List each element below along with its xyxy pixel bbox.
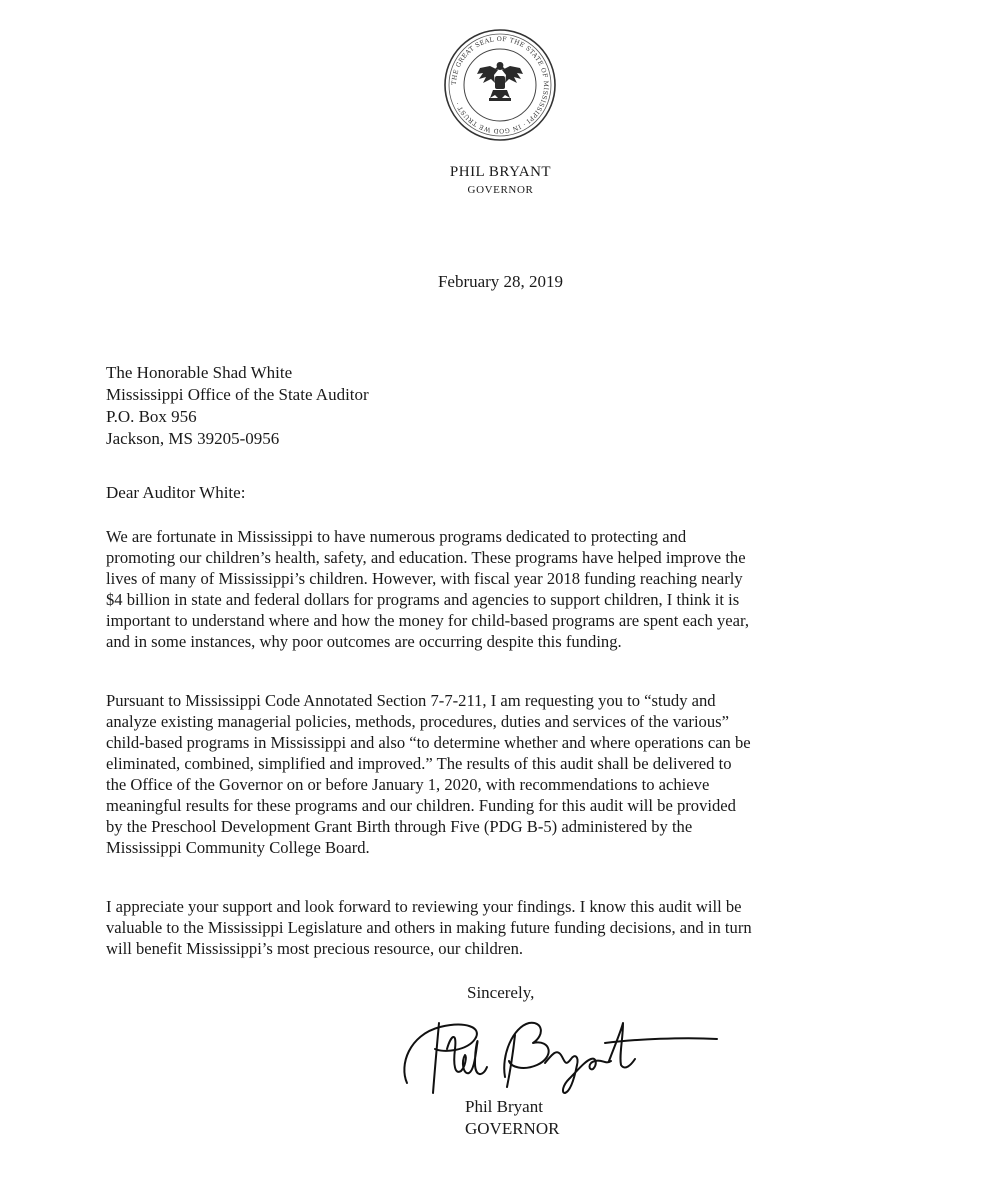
body-paragraph-1	[106, 526, 906, 652]
signature-block	[465, 1096, 559, 1140]
paragraph-line: I appreciate your support and look forward to reviewing your findings. I know this audit will be	[106, 897, 742, 916]
signer-name: Phil Bryant	[465, 1097, 543, 1116]
signature-text: Phil Bryant	[395, 1005, 400, 1006]
paragraph-line: valuable to the Mississippi Legislature and others in making future funding decisions, and in turn	[106, 918, 752, 937]
address-line: Jackson, MS 39205-0956	[106, 429, 280, 448]
paragraph-line: Pursuant to Mississippi Code Annotated Section 7-7-211, I am requesting you to “study and	[106, 691, 716, 710]
paragraph-line: lives of many of Mississippi’s children. However, with fiscal year 2018 funding reaching nearly	[106, 569, 743, 588]
paragraph-line: Mississippi Community College Board.	[106, 838, 370, 857]
paragraph-line: the Office of the Governor on or before January 1, 2020, with recommendations to achieve	[106, 775, 710, 794]
paragraph-line: meaningful results for these programs and our children. Funding for this audit will be provided	[106, 796, 736, 815]
paragraph-line: $4 billion in state and federal dollars for programs and agencies to support children, I think it is	[106, 590, 740, 609]
paragraph-line: will benefit Mississippi’s most precious resource, our children.	[106, 939, 524, 958]
paragraph-line: important to understand where and how the money for child-based programs are spent each year,	[106, 611, 750, 630]
eagle-icon	[477, 62, 523, 101]
paragraph-line: eliminated, combined, simplified and improved.” The results of this audit shall be delivered to	[106, 754, 732, 773]
seal-text: THE GREAT SEAL OF THE STATE OF MISSISSIPPI · IN GOD WE TRUST ·	[450, 35, 550, 135]
address-line: The Honorable Shad White	[106, 363, 293, 382]
address-line: Mississippi Office of the State Auditor	[106, 385, 369, 404]
body-paragraph-2	[106, 690, 906, 858]
paragraph-line: promoting our children’s health, safety, and education. These programs have helped improve the	[106, 548, 746, 567]
salutation: Dear Auditor White:	[106, 483, 246, 502]
closing: Sincerely,	[467, 983, 535, 1002]
letterhead-title: GOVERNOR	[467, 184, 534, 196]
letter-date: February 28, 2019	[437, 272, 564, 291]
signer-title: GOVERNOR	[465, 1119, 560, 1138]
paragraph-line: child-based programs in Mississippi and also “to determine whether and where operations can be	[106, 733, 751, 752]
letterhead-name: PHIL BRYANT	[449, 164, 552, 180]
paragraph-line: analyze existing managerial policies, methods, procedures, duties and services of the various”	[106, 712, 729, 731]
paragraph-line: We are fortunate in Mississippi to have numerous programs dedicated to protecting and	[106, 527, 687, 546]
recipient-address	[106, 362, 369, 450]
signature-image	[395, 1005, 725, 1100]
paragraph-line: by the Preschool Development Grant Birth through Five (PDG B-5) administered by the	[106, 817, 693, 836]
state-seal-logo	[443, 28, 557, 142]
body-paragraph-3	[106, 896, 906, 959]
address-line: P.O. Box 956	[106, 407, 197, 426]
paragraph-line: and in some instances, why poor outcomes are occurring despite this funding.	[106, 632, 622, 651]
